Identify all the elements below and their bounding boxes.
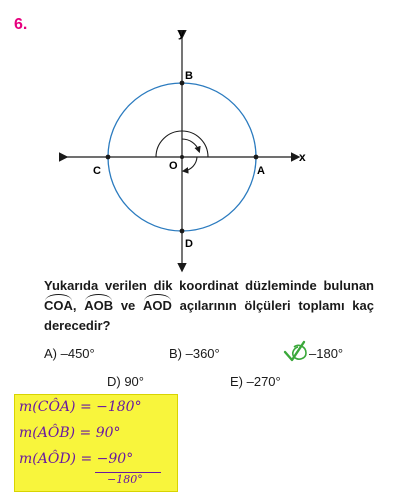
label-b: B [185,70,193,82]
option-e[interactable]: E) –270° [230,374,281,389]
label-x: x [299,150,306,164]
question-text-part2: açılarının ölçüleri toplamı kaç derecedir? [44,298,374,333]
point-d [180,229,185,234]
option-b[interactable]: B) –360° [169,346,220,361]
angle-arc-aod [184,157,197,171]
point-a [254,155,259,160]
question-text-part1: Yukarıda verilen dik koordinat düzleminde bulunan [44,278,374,293]
handwritten-line-1: m(CÔA) = −180° [19,399,142,415]
question-sep2: ve [113,298,143,313]
label-d: D [185,238,193,250]
point-b [180,81,185,86]
option-c[interactable]: –180° [309,346,344,361]
label-c: C [93,165,101,177]
point-c [106,155,111,160]
angle-arc-aob [182,139,199,151]
label-y: y [178,26,185,40]
option-d[interactable]: D) 90° [107,374,144,389]
angle-aob: AOB [84,296,113,316]
angle-aod: AOD [143,296,172,316]
question-number: 6. [14,16,28,33]
handwritten-line-2: m(AÔB) = 90° [19,425,121,441]
option-a[interactable]: A) –450° [44,346,95,361]
angle-coa: COA [44,296,73,316]
question-sep1: , [72,298,85,313]
handwritten-note [14,394,178,492]
point-o [180,155,184,159]
handwritten-line-3: m(AÔD) = −90° [19,451,134,467]
label-o: O [169,160,178,172]
handwritten-line-4: −180° [107,473,143,486]
label-a: A [257,165,265,177]
question-text [44,276,374,336]
